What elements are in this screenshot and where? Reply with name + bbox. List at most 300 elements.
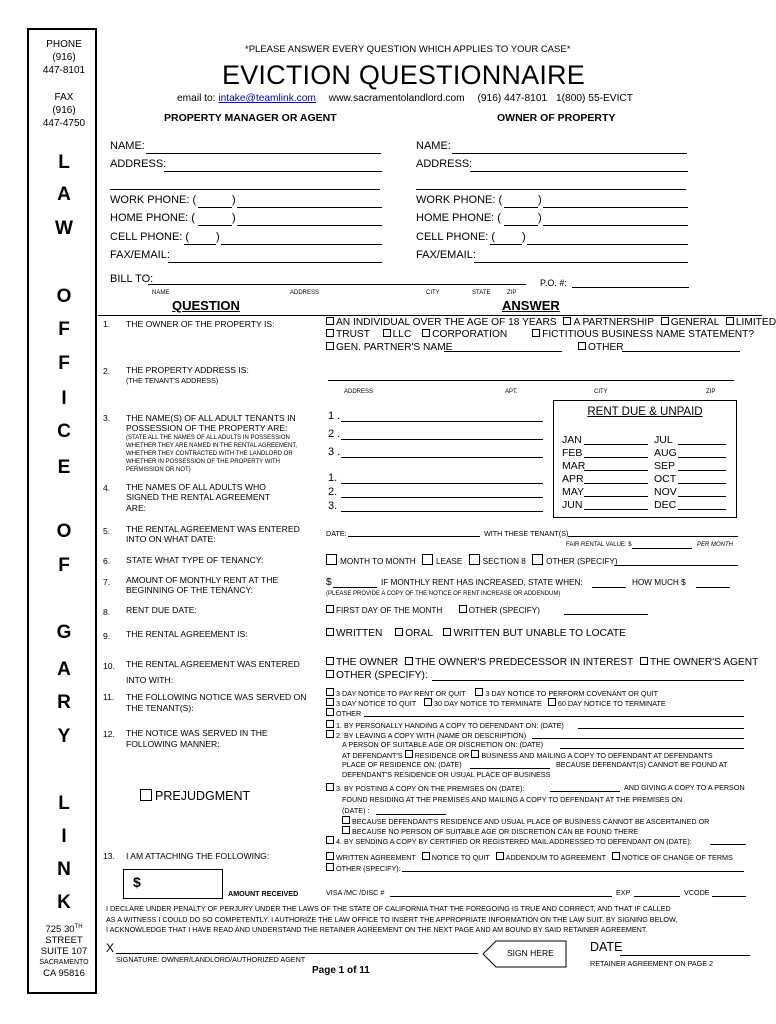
owner-cell-phone-paren: ): [522, 231, 526, 243]
rent-month-field[interactable]: [678, 496, 726, 497]
q6-lease-label: LEASE: [435, 557, 463, 566]
rent-month-label: AUG: [654, 447, 677, 459]
rent-month-field[interactable]: [678, 470, 726, 471]
rent-month-field[interactable]: [584, 444, 648, 445]
q10-text1: THE RENTAL AGREEMENT WAS ENTERED: [126, 659, 300, 669]
owner-address-label: ADDRESS:: [416, 158, 473, 170]
q12-l7: [326, 783, 524, 793]
owner-cell-phone-number-field[interactable]: [527, 244, 688, 245]
q10-number: 10.: [103, 661, 115, 671]
rent-month-field[interactable]: [584, 496, 648, 497]
rent-month-field[interactable]: [678, 483, 726, 484]
sign-here-label: SIGN HERE: [507, 948, 554, 958]
q9-written-label: WRITTEN: [336, 628, 383, 639]
q2-col-address: ADDRESS: [344, 389, 374, 395]
q10-predecessor-label: THE OWNER'S PREDECESSOR IN INTEREST: [415, 657, 634, 668]
q3-text2: POSSESSION OF THE PROPERTY ARE:: [126, 423, 288, 433]
q10-other-checkbox[interactable]: [326, 670, 334, 678]
vcode-field[interactable]: [712, 896, 746, 897]
q12-business-checkbox[interactable]: [471, 750, 479, 758]
q4-text2: SIGNED THE RENTAL AGREEMENT: [126, 492, 271, 502]
q12-certified-mail-label: 4. BY SENDING A COPY BY CERTIFIED OR REGISTERED MAIL ADDRESSED TO DEFENDANT ON (DATE):: [336, 837, 692, 846]
owner-name-label: NAME:: [416, 140, 451, 152]
amount-received-box[interactable]: [123, 869, 223, 899]
q1-corporation-checkbox[interactable]: [422, 329, 430, 337]
q7-howmuch-label: HOW MUCH $: [632, 578, 686, 587]
q1-row1: [326, 317, 776, 328]
q13-written-agreement-checkbox[interactable]: [326, 852, 334, 860]
q12-l3: A PERSON OF SUITABLE AGE OR DISCRETION ON: (DATE): [342, 740, 544, 749]
q12-l6: DEFENDANT'S RESIDENCE OR USUAL PLACE OF BUSINESS: [342, 770, 551, 779]
q12-posting-date-field[interactable]: [550, 791, 620, 792]
q13-notice-quit-label: NOTICE TO QUIT: [431, 853, 490, 862]
q5-date-field[interactable]: [348, 536, 480, 537]
q12-personal-label: 1. BY PERSONALLY HANDING A COPY TO DEFENDANT ON: (DATE): [336, 721, 564, 730]
q2-number: 2.: [103, 366, 111, 376]
owner-address-line2-field[interactable]: [416, 189, 686, 190]
contact-line: [177, 93, 633, 104]
q11-30day-checkbox[interactable]: [424, 698, 432, 706]
card-number-field[interactable]: [390, 896, 612, 897]
q1-row2: [326, 329, 754, 340]
q3-text1: THE NAME(S) OF ALL ADULT TENANTS IN: [126, 413, 296, 423]
prejudgment: [140, 789, 250, 803]
agent-name-label: NAME:: [110, 140, 145, 152]
q3-note-line5: PERMISSION OR NOT): [126, 467, 191, 473]
agent-address-label: ADDRESS:: [110, 158, 167, 170]
rent-month-field[interactable]: [678, 444, 726, 445]
q13-addendum-label: ADDENDUM TO AGREEMENT: [505, 853, 606, 862]
q7-when-field[interactable]: [592, 587, 626, 588]
q1-corporation-label: CORPORATION: [432, 329, 508, 340]
q11-quit-label: 3 DAY NOTICE TO QUIT: [336, 699, 417, 708]
declaration-line1: I DECLARE UNDER PENALTY OF PERJURY UNDER THE LAWS OF THE STATE OF CALIFORNIA THAT THE FOREGOING IS TRUE AND CORRECT, AND THAT IF CALLED: [106, 904, 671, 913]
q12-number: 12.: [103, 729, 115, 739]
left-heading: PROPERTY MANAGER OR AGENT: [164, 112, 337, 124]
owner-work-phone-number-field[interactable]: [543, 207, 688, 208]
email-label: email to:: [177, 93, 216, 104]
q3-n2: 2 .: [328, 428, 341, 440]
q1-other: [578, 342, 624, 353]
q12-leaving-checkbox[interactable]: [326, 730, 334, 738]
q12-no-person-checkbox[interactable]: [342, 826, 350, 834]
q11-60day-checkbox[interactable]: [548, 698, 556, 706]
q11-other-checkbox[interactable]: [326, 708, 334, 716]
rent-month-label: OCT: [654, 473, 677, 485]
q12-l5a: PLACE OF RESIDENCE ON: (DATE): [342, 760, 462, 769]
answer-instruction: *PLEASE ANSWER EVERY QUESTION WHICH APPLIES TO YOUR CASE*: [245, 44, 571, 55]
tollfree: 1(800) 55-EVICT: [556, 93, 634, 104]
q3-note-line4: WHETHER IN POSSESSION OF THE PROPERTY WITH: [126, 459, 281, 465]
q12-personal-date-field[interactable]: [578, 728, 744, 729]
owner-work-phone-paren: ): [538, 194, 542, 206]
q3-note: [126, 434, 297, 474]
q12-leaving-name-field[interactable]: [532, 738, 744, 739]
bill-sub-zip: ZIP: [507, 290, 517, 296]
q2-sub: (THE TENANT'S ADDRESS): [126, 376, 219, 385]
po-field[interactable]: [572, 287, 689, 288]
q11-covenant-label: 3 DAY NOTICE TO PERFORM COVENANT OR QUIT: [485, 689, 659, 698]
q2-col-city: CITY: [594, 389, 608, 395]
agent-work-phone-label: WORK PHONE: (: [110, 194, 197, 206]
owner-cell-phone-field[interactable]: [490, 244, 522, 245]
q1-partnership-label: A PARTNERSHIP: [573, 317, 654, 328]
sidebar-letter: G: [56, 622, 72, 643]
q12-l7b: AND GIVING A COPY TO A PERSON: [624, 783, 745, 792]
agent-home-phone-number-field[interactable]: [237, 225, 382, 226]
q2-text: THE PROPERTY ADDRESS IS:: [126, 365, 249, 375]
q12-business-label: BUSINESS AND MAILING A COPY TO DEFENDANT AT DEFENDANTS: [481, 751, 713, 760]
agent-home-phone-field[interactable]: [198, 225, 232, 226]
q12-l10: [342, 816, 709, 826]
agent-cell-phone-number-field[interactable]: [221, 244, 382, 245]
rent-month-label: SEP: [654, 460, 676, 472]
q7-number: 7.: [103, 577, 111, 587]
q10-predecessor-checkbox[interactable]: [405, 657, 413, 665]
rent-month-field[interactable]: [584, 483, 648, 484]
owner-address-field[interactable]: [470, 171, 688, 172]
q1-general-checkbox[interactable]: [661, 317, 669, 325]
rent-month-label: JAN: [562, 434, 582, 446]
q11-row3: [326, 708, 361, 718]
fax-area: (916): [52, 105, 76, 116]
q1-other-field[interactable]: [622, 351, 740, 352]
q6-number: 6.: [103, 556, 111, 566]
sidebar-letter: I: [61, 826, 67, 847]
q7-increase-label: IF MONTHLY RENT HAS INCREASED, STATE WHEN:: [381, 578, 583, 587]
q10-owner-checkbox[interactable]: [326, 657, 334, 665]
owner-home-phone-field[interactable]: [504, 225, 538, 226]
q12-residence-date-field[interactable]: [470, 768, 550, 769]
sidebar-letter: C: [57, 421, 71, 442]
q13-change-terms-checkbox[interactable]: [612, 852, 620, 860]
rent-month-field[interactable]: [584, 457, 648, 458]
q9-unable-label: WRITTEN BUT UNABLE TO LOCATE: [453, 628, 626, 639]
q13-written-agreement-label: WRITTEN AGREEMENT: [336, 853, 416, 862]
q9-unable-checkbox[interactable]: [443, 628, 451, 636]
bill-sub-state: STATE: [472, 290, 491, 296]
q8-other-label: OTHER (SPECIFY): [468, 606, 540, 615]
q11-pay-rent-checkbox[interactable]: [326, 688, 334, 696]
owner-fax-email-label: FAX/EMAIL:: [416, 249, 476, 261]
q6-month-label: MONTH TO MONTH: [340, 557, 416, 566]
rent-month-field[interactable]: [678, 509, 726, 510]
po-label: P.O. #:: [540, 278, 567, 288]
q12-l11: [342, 826, 638, 836]
sidebar-letter: F: [58, 555, 70, 576]
page-number: Page 1 of 11: [312, 965, 370, 976]
q9-oral-checkbox[interactable]: [395, 628, 403, 636]
q2-col-zip: ZIP: [706, 389, 716, 395]
sidebar-letter: K: [57, 892, 71, 913]
q1-partnership-checkbox[interactable]: [563, 317, 571, 325]
q5-with-field[interactable]: [568, 536, 738, 537]
q4-signer1-field[interactable]: [341, 483, 543, 484]
question-heading: QUESTION: [172, 298, 240, 313]
q11-text2: THE TENANT(S):: [126, 703, 194, 713]
q7-text1: AMOUNT OF MONTHLY RENT AT THE: [126, 575, 279, 585]
agent-address-line2-field[interactable]: [110, 189, 380, 190]
q4-text1: THE NAMES OF ALL ADULTS WHO: [126, 482, 266, 492]
q13-other-checkbox[interactable]: [326, 863, 334, 871]
q11-60day-label: 60 DAY NOTICE TO TERMINATE: [557, 699, 666, 708]
agent-name-field[interactable]: [146, 153, 381, 154]
q6-other-checkbox[interactable]: [532, 554, 543, 565]
q10-row2: [326, 670, 428, 681]
agent-fax-email-field[interactable]: [168, 262, 382, 263]
q8-text: RENT DUE DATE:: [126, 605, 197, 615]
q1-gen-partner-checkbox[interactable]: [326, 342, 334, 350]
signature-label: SIGNATURE: OWNER/LANDLORD/AUTHORIZED AGENT: [116, 955, 306, 964]
agent-cell-phone-paren: ): [216, 231, 220, 243]
q11-covenant-checkbox[interactable]: [475, 688, 483, 696]
q3-note-line1: (STATE ALL THE NAMES OF ALL ADULTS IN POSSESSION: [126, 435, 290, 441]
q13-change-terms-label: NOTICE OF CHANGE OF TERMS: [621, 853, 733, 862]
phone: (916) 447-8101: [477, 93, 548, 104]
q12-text1: THE NOTICE WAS SERVED IN THE: [126, 728, 268, 738]
q3-note-line2: WHETHER THEY ARE NAMED IN THE RENTAL AGREEMENT,: [126, 443, 298, 449]
q12-l1: [326, 720, 564, 730]
agent-work-phone-number-field[interactable]: [237, 207, 382, 208]
q6-section8-checkbox[interactable]: [469, 554, 480, 565]
q12-l4: [342, 750, 713, 760]
q12-l9: (DATE) :: [342, 806, 370, 815]
q5-per-month: PER MONTH: [697, 542, 733, 548]
agent-home-phone-paren: ): [232, 212, 236, 224]
q12-suitable-date-field[interactable]: [560, 748, 744, 749]
q6-other-field[interactable]: [614, 565, 738, 566]
amount-dollar: $: [133, 874, 141, 890]
rent-month-label: APR: [562, 473, 584, 485]
q12-personal-checkbox[interactable]: [326, 720, 334, 728]
bill-sub-address: ADDRESS: [290, 290, 320, 296]
q9-options: [326, 628, 626, 639]
q13-addendum-checkbox[interactable]: [496, 852, 504, 860]
q1-limited-checkbox[interactable]: [726, 317, 734, 325]
q12-certified-mail-checkbox[interactable]: [326, 836, 334, 844]
q12-posting-checkbox[interactable]: [326, 783, 334, 791]
vcode-label: VCODE: [684, 888, 710, 897]
q1-other-checkbox[interactable]: [578, 342, 586, 350]
q3-tenant2-field[interactable]: [341, 439, 543, 440]
fax-number: 447-4750: [42, 118, 86, 129]
q10-owner-label: THE OWNER: [336, 657, 399, 668]
sidebar-letter: W: [55, 218, 73, 239]
address-street-number: 725 30: [45, 924, 75, 936]
q9-number: 9.: [103, 631, 111, 641]
declaration-line3: I ACKNOWLEDGE THAT I HAVE READ AND UNDERSTAND THE RETAINER AGREEMENT ON THE NEXT PAGE AND AM BOUND BY SAID RETAINER AGREEMENT.: [106, 925, 648, 934]
q1-llc-label: LLC: [392, 329, 412, 340]
phone-number: 447-8101: [42, 65, 86, 76]
address-street-suffix: TH: [74, 924, 83, 930]
phone-label: PHONE: [46, 39, 82, 50]
q1-other-label: OTHER: [588, 342, 624, 353]
q8-options: [326, 605, 540, 615]
owner-work-phone-label: WORK PHONE: (: [416, 194, 503, 206]
q1-gen-partner-field[interactable]: [444, 351, 562, 352]
agent-address-field[interactable]: [164, 171, 382, 172]
q12-residence-checkbox[interactable]: [405, 750, 413, 758]
q1-fictitious-checkbox[interactable]: [532, 329, 540, 337]
sidebar-letter: Y: [57, 726, 71, 747]
owner-fax-email-field[interactable]: [474, 262, 688, 263]
q1-text: THE OWNER OF THE PROPERTY IS:: [126, 319, 275, 329]
bill-sub-city: CITY: [426, 290, 440, 296]
declaration: [106, 904, 677, 936]
rent-month-label: FEB: [562, 447, 583, 459]
q4-text3: ARE:: [126, 503, 147, 513]
sidebar-letter: R: [57, 692, 71, 713]
q1-individual-checkbox[interactable]: [326, 317, 334, 325]
q1-row3: [326, 342, 452, 353]
q5-text1: THE RENTAL AGREEMENT WAS ENTERED: [126, 524, 300, 534]
q12-cannot-ascertain-checkbox[interactable]: [342, 816, 350, 824]
address-state-zip: CA 95816: [43, 968, 85, 980]
rent-month-field[interactable]: [584, 470, 648, 471]
q3-number: 3.: [103, 413, 111, 423]
agent-cell-phone-field[interactable]: [184, 244, 216, 245]
q6-other-label: OTHER (SPECIFY): [546, 557, 618, 566]
q12-posting-label: 3. BY POSTING A COPY ON THE PREMISES ON (DATE):: [336, 784, 525, 793]
q12-no-person-label: BECAUSE NO PERSON OF SUITABLE AGE OR DISCRETION CAN BE FOUND THERE: [352, 827, 639, 836]
rent-month-label: MAY: [562, 486, 584, 498]
owner-name-field[interactable]: [452, 153, 687, 154]
q3-note-line3: WHETHER THEY CONTRACTED WITH THE LANDLORD OR: [126, 451, 293, 457]
column-divider: [98, 315, 762, 316]
address-city: SACRAMENTO: [39, 959, 89, 967]
q8-first-checkbox[interactable]: [326, 605, 334, 613]
q13-other-field[interactable]: [402, 871, 744, 872]
q3-n3: 3 .: [328, 446, 341, 458]
bill-to-field[interactable]: [148, 284, 526, 285]
owner-cell-phone-label: CELL PHONE: (: [416, 231, 496, 243]
q4-signer3-field[interactable]: [341, 511, 543, 512]
sidebar-letter: L: [58, 793, 70, 814]
rent-due-title: RENT DUE & UNPAID: [587, 406, 703, 418]
rent-month-label: JUN: [562, 499, 583, 511]
q5-number: 5.: [103, 526, 111, 536]
card-label: VISA /MC /DISC #: [326, 888, 385, 897]
q1-trust-label: TRUST: [336, 329, 370, 340]
bill-sub-name: NAME: [152, 290, 170, 296]
q11-other-field[interactable]: [364, 716, 744, 717]
q13-other-label: OTHER (SPECIFY):: [336, 864, 401, 873]
q12-posting-mail-date-field[interactable]: [376, 814, 446, 815]
declaration-line2: AS A WITNESS I COULD DO SO COMPETENTLY. I AUTHORIZE THE LAW OFFICE TO INSERT THE APPROPRIATE INFORMATION ON THE LAW SUIT. BY SIGNING BELOW,: [106, 914, 678, 924]
rent-month-field[interactable]: [584, 509, 648, 510]
fax-label: FAX: [54, 92, 74, 103]
sidebar-letter: E: [57, 457, 71, 478]
page-title: EVICTION QUESTIONNAIRE: [222, 60, 585, 90]
q12-at-defendants: AT DEFENDANT'S: [342, 751, 403, 760]
q13-row1: [326, 852, 733, 862]
q6-lease-checkbox[interactable]: [422, 554, 433, 565]
answer-heading: ANSWER: [502, 298, 560, 313]
sidebar-letter: I: [61, 388, 67, 409]
q8-other-checkbox[interactable]: [459, 605, 467, 613]
q1-trust-checkbox[interactable]: [326, 329, 334, 337]
q10-agent-checkbox[interactable]: [640, 657, 648, 665]
q1-llc-checkbox[interactable]: [383, 329, 391, 337]
q3-tenant1-field[interactable]: [341, 421, 543, 422]
exp-field[interactable]: [634, 896, 680, 897]
agent-work-phone-field[interactable]: [198, 207, 232, 208]
sidebar-letter: A: [57, 184, 71, 205]
q11-text1: THE FOLLOWING NOTICE WAS SERVED ON: [126, 692, 307, 702]
q10-agent-label: THE OWNER'S AGENT: [649, 657, 759, 668]
q8-other-field[interactable]: [564, 614, 648, 615]
q12-certified-date-field[interactable]: [710, 844, 746, 845]
q11-quit-checkbox[interactable]: [326, 698, 334, 706]
email-link[interactable]: intake@teamlink.com: [218, 93, 316, 104]
q7-amount-field[interactable]: [333, 587, 377, 588]
q1-limited-label: LIMITED: [735, 317, 776, 328]
q4-n1: 1.: [328, 472, 338, 484]
q10-text2: INTO WITH:: [126, 675, 174, 685]
q9-oral-label: ORAL: [405, 628, 433, 639]
address-street: STREET: [45, 935, 83, 947]
rent-month-label: NOV: [654, 486, 677, 498]
q12-text2: FOLLOWING MANNER:: [126, 739, 220, 749]
q6-text: STATE WHAT TYPE OF TENANCY:: [126, 555, 264, 565]
q12-l5b: BECAUSE DEFENDANT(S) CANNOT BE FOUND AT: [556, 760, 728, 769]
q2-address-field[interactable]: [328, 380, 734, 381]
sidebar-letter: F: [58, 353, 70, 374]
date-field[interactable]: [620, 955, 750, 956]
q5-text2: INTO ON WHAT DATE:: [126, 534, 216, 544]
address-suite: SUITE 107: [40, 946, 88, 958]
signature-x: X: [106, 941, 115, 955]
q9-written-checkbox[interactable]: [326, 628, 334, 636]
q11-row2: [326, 698, 666, 708]
right-heading: OWNER OF PROPERTY: [497, 112, 616, 124]
q13-notice-quit-checkbox[interactable]: [422, 852, 430, 860]
q8-number: 8.: [103, 607, 111, 617]
q5-with-label: WITH THESE TENANT(S): [484, 529, 569, 538]
q12-l2: [326, 730, 526, 740]
q5-date-label: DATE:: [326, 529, 347, 538]
agent-fax-email-label: FAX/EMAIL:: [110, 249, 170, 261]
q7-howmuch-field[interactable]: [696, 587, 730, 588]
q13-number: 13.: [103, 851, 115, 861]
sidebar-letter: O: [56, 521, 72, 542]
q3-tenant3-field[interactable]: [341, 457, 543, 458]
q12-l8: FOUND RESIDING AT THE PREMISES AND MAILING A COPY TO DEFENDANT AT THE PREMISES ON: [342, 795, 683, 804]
q5-fair-field[interactable]: [632, 548, 692, 549]
q10-other-field[interactable]: [432, 680, 744, 681]
q11-row1: [326, 688, 658, 698]
q11-pay-rent-label: 3 DAY NOTICE TO PAY RENT OR QUIT: [336, 689, 466, 698]
q1-general-label: GENERAL: [670, 317, 720, 328]
rent-month-label: JUL: [654, 434, 673, 446]
q7-note: (PLEASE PROVIDE A COPY OF THE NOTICE OF RENT INCREASE OR ADDENDUM): [326, 591, 561, 597]
signature-field[interactable]: [116, 953, 478, 954]
prejudgment-checkbox[interactable]: [140, 789, 152, 801]
q6-options: [326, 554, 618, 566]
owner-work-phone-field[interactable]: [504, 207, 538, 208]
owner-home-phone-paren: ): [538, 212, 542, 224]
owner-home-phone-number-field[interactable]: [543, 225, 688, 226]
q4-n3: 3.: [328, 500, 338, 512]
phone-area: (916): [52, 52, 76, 63]
sidebar-letter: A: [57, 659, 71, 680]
agent-work-phone-paren: ): [232, 194, 236, 206]
q4-signer2-field[interactable]: [341, 497, 543, 498]
q6-month-checkbox[interactable]: [326, 554, 337, 565]
q10-other-label: OTHER (SPECIFY):: [336, 670, 428, 681]
prejudgment-label: PREJUDGMENT: [155, 789, 251, 803]
rent-month-field[interactable]: [678, 457, 726, 458]
